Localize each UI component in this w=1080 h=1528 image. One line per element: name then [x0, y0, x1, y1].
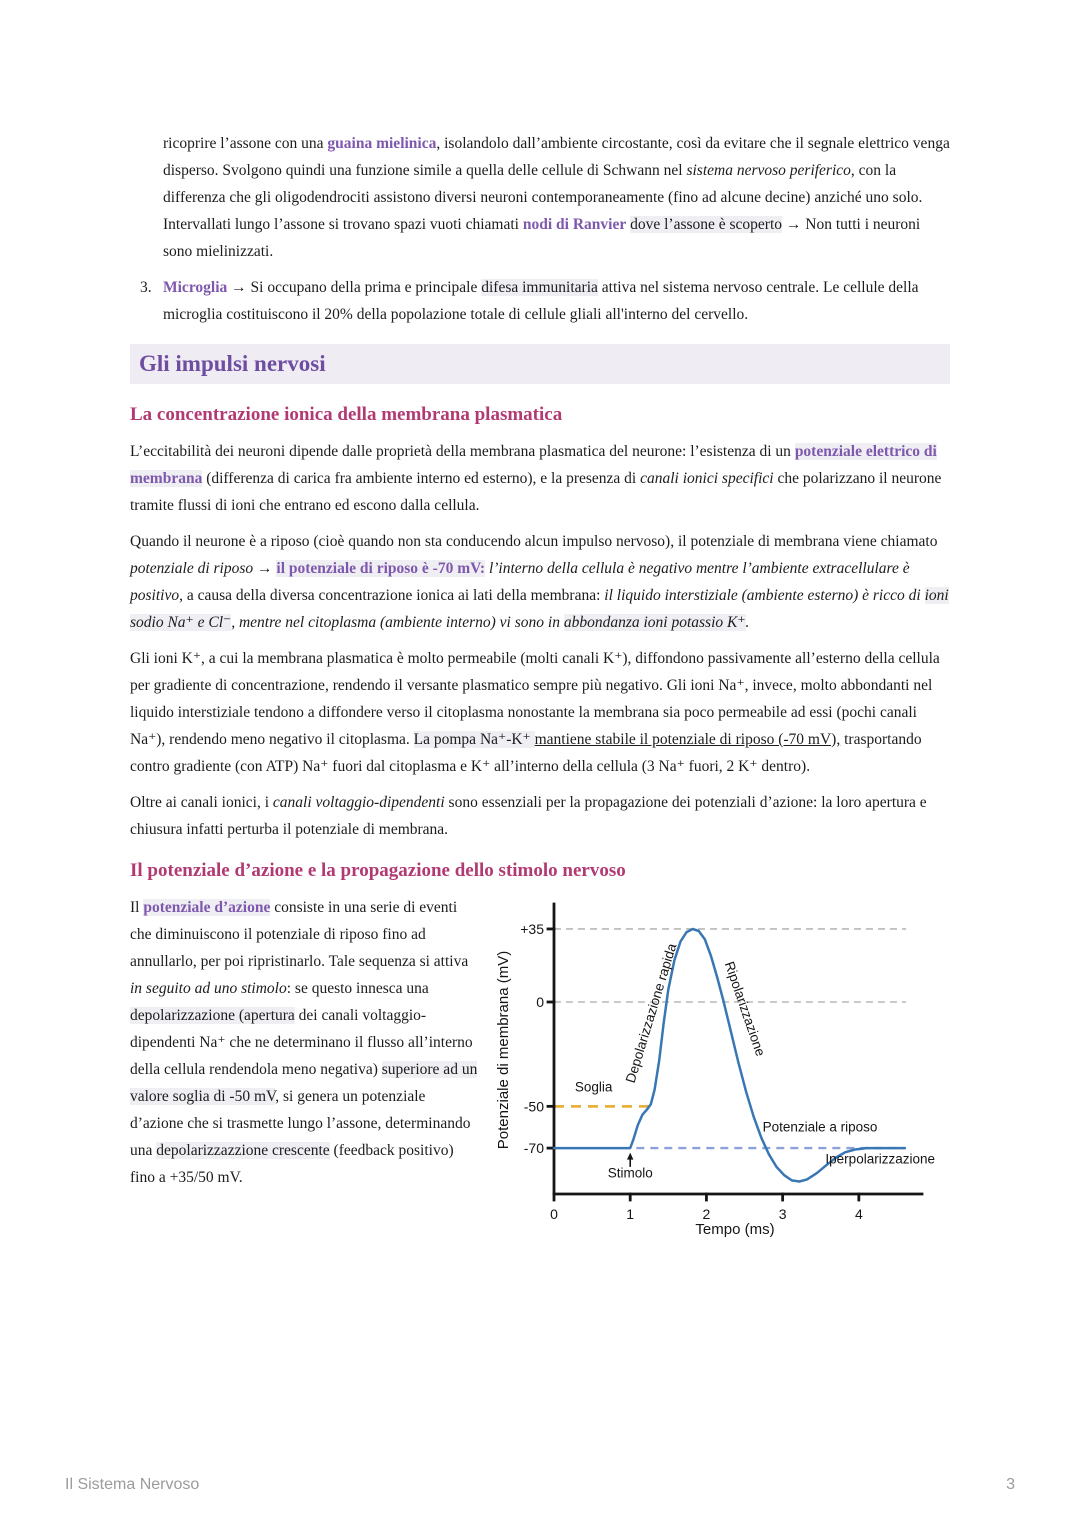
text-run: che polarizzano il neurone tramite flussi di ioni che entrano ed escono dalla cellula. — [130, 470, 942, 514]
paragraph-potenziale-di-riposo — [130, 528, 950, 636]
text-run: dove l’assone è scoperto — [630, 216, 783, 233]
text-run: potenziale di riposo — [130, 560, 254, 577]
x-axis-label: Tempo (ms) — [695, 1221, 775, 1238]
text-run: mantiene stabile il potenziale di riposo (-70 mV), — [534, 731, 841, 748]
text-run: potenziale elettrico di membrana — [130, 443, 937, 487]
text-run: , isolandolo dall’ambiente circostante, così da evitare che il segnale elettrico venga disperso. Svolgono quindi una funzione simile a quella delle cellule di Schwann nel — [163, 135, 950, 179]
text-run: → — [253, 560, 277, 577]
document-content — [130, 130, 950, 1244]
page-footer — [65, 1476, 1015, 1494]
text-run: sono essenziali per la propagazione dei potenziali d’azione: la loro apertura e chiusura infatti perturba il potenziale di membrana. — [130, 794, 927, 838]
text-run: il potenziale di riposo è -70 mV: — [276, 560, 486, 577]
paragraph-oligodendrocytes — [163, 130, 950, 265]
text-run: → Si occupano della prima e principale — [227, 279, 482, 296]
stimolo-arrow-head — [627, 1153, 633, 1160]
text-run: in seguito ad uno stimolo — [130, 980, 287, 997]
text-run: L’eccitabilità dei neuroni dipende dalle proprietà della membrana plasmatica del neurone: l’esistenza di un — [130, 443, 795, 460]
y-tick-label: -70 — [523, 1140, 544, 1157]
text-run: canali ionici specifici — [640, 470, 774, 487]
text-run: difesa immunitaria — [481, 279, 598, 296]
text-run: ioni sodio Na⁺ e Cl⁻ — [130, 587, 949, 631]
annotation-iperpolarizzazione: Iperpolarizzazione — [825, 1151, 935, 1167]
text-run: dei canali voltaggio-dipendenti Na⁺ che ne determinano il flusso all’interno della cellula rendendola meno negativa) — [130, 1007, 473, 1078]
text-run: (differenza di carica fra ambiente interno ed esterno), e la presenza di — [202, 470, 641, 487]
text-run: : se questo innesca una — [286, 980, 429, 997]
text-run: superiore ad un valore soglia di -50 mV — [130, 1061, 478, 1105]
text-run: abbondanza ioni potassio K⁺ — [563, 614, 746, 631]
text-run: , si genera un potenziale d’azione che si trasmette lungo l’assone, determinando una — [130, 1088, 471, 1159]
footer-page-number: 3 — [1006, 1476, 1015, 1493]
text-run: Gli ioni K⁺, a cui la membrana plasmatica è molto permeabile (molti canali K⁺), diffondono passivamente all’esterno della cellula per gradiente di concentrazione, rendendo il versante plasmatico sempre più negativo. Gli ioni Na⁺, invece, molto abbondanti nel liquido interstiziale tendono a diffondere verso il citoplasma nonostante la membrana sia poco permeabile ad essi (pochi canali Na⁺), rendendo meno negativo il citoplasma. — [130, 650, 940, 748]
text-and-chart-row — [130, 894, 950, 1244]
text-run: depolarizzazzione crescente — [156, 1142, 330, 1159]
paragraph-potenziale-azione — [130, 894, 482, 1191]
text-run: La pompa Na⁺-K⁺ — [413, 731, 535, 748]
text-run: depolarizzazione (apertura — [130, 1007, 295, 1024]
y-tick-label: +35 — [520, 920, 544, 937]
text-run: attiva nel sistema nervoso centrale. Le cellule della microglia costituiscono il 20% della popolazione totale di cellule gliali all'interno del cervello. — [163, 279, 919, 323]
text-run: Quando il neurone è a riposo (cioè quando non sta conducendo alcun impulso nervoso), il potenziale di membrana viene chiamato — [130, 533, 938, 550]
text-run: canali voltaggio-dipendenti — [272, 794, 445, 811]
text-run: Microglia — [163, 279, 228, 296]
footer-document-title: Il Sistema Nervoso — [65, 1476, 200, 1493]
text-run: , a causa della diversa concentrazione ionica ai lati della membrana: — [179, 587, 605, 604]
annotation-stimolo: Stimolo — [607, 1165, 653, 1181]
annotation-ripolarizzazione: Ripolarizzazione — [721, 959, 769, 1059]
text-run: l’interno della cellula è negativo mentre l’ambiente extracellulare è positivo — [130, 560, 910, 604]
x-tick-label: 0 — [550, 1206, 558, 1222]
y-axis-label: Potenziale di membrana (mV) — [495, 950, 512, 1150]
paragraph-ioni-pompa — [130, 645, 950, 780]
text-run: → Non tutti i neuroni sono mielinizzati. — [163, 216, 921, 260]
text-run: ricoprire l’assone con una — [163, 135, 328, 152]
section-title-impulsi-nervosi: Gli impulsi nervosi — [130, 344, 950, 384]
list-number: 3. — [140, 279, 152, 296]
list-item-oligodendrocytes-continuation — [130, 130, 950, 265]
text-run: sistema nervoso periferico — [686, 162, 851, 179]
paragraph-eccitabilita — [130, 438, 950, 519]
text-run: nodi di Ranvier — [522, 216, 627, 233]
paragraph-microglia — [163, 274, 950, 328]
text-run: , mentre nel citoplasma (ambiente interno) vi sono in — [231, 614, 564, 631]
list-item-microglia — [130, 274, 950, 328]
x-tick-label: 3 — [778, 1206, 787, 1222]
action-potential-chart — [492, 894, 950, 1239]
x-tick-label: 1 — [626, 1206, 635, 1222]
text-run: . — [745, 614, 750, 631]
subsection-title-concentrazione-ionica: La concentrazione ionica della membrana plasmatica — [130, 404, 563, 425]
action-potential-figure — [492, 894, 950, 1244]
text-run: trasportando contro gradiente (con ATP) Na⁺ fuori dal citoplasma e K⁺ all’interno della cellula (3 Na⁺ fuori, 2 K⁺ dentro). — [130, 731, 922, 775]
annotation-depolarizzazione-rapida: Depolarizzazione rapida — [622, 941, 680, 1085]
text-run: guaina mielinica — [327, 135, 437, 152]
text-run: , con la differenza che gli oligodendrociti assistono diversi neuroni contemporaneamente (fino ad alcune decine) anziché uno solo. Intervallati lungo l’assone si trovano spazi vuoti chiamati — [163, 162, 923, 233]
text-run: potenziale d’azione — [143, 899, 271, 916]
axes — [554, 904, 922, 1194]
y-tick-label: -50 — [523, 1098, 544, 1115]
x-tick-label: 4 — [854, 1206, 863, 1222]
annotation-soglia: Soglia — [574, 1079, 613, 1095]
text-run: (feedback positivo) fino a +35/50 mV. — [130, 1142, 454, 1186]
paragraph-canali-voltaggio — [130, 789, 950, 843]
text-run: Il — [130, 899, 144, 916]
y-tick-label: 0 — [536, 994, 544, 1010]
subsection-title-potenziale-azione: Il potenziale d’azione e la propagazione dello stimolo nervoso — [130, 860, 626, 881]
x-tick-label: 2 — [702, 1206, 711, 1222]
text-run: il liquido interstiziale (ambiente esterno) è ricco di — [604, 587, 925, 604]
text-run: consiste in una serie di eventi che diminuiscono il potenziale di riposo fino ad annullarlo, per poi ripristinarlo. Tale sequenza si attiva — [130, 899, 469, 970]
annotation-potenziale-a-riposo: Potenziale a riposo — [762, 1119, 878, 1135]
text-run: Oltre ai canali ionici, i — [130, 794, 273, 811]
